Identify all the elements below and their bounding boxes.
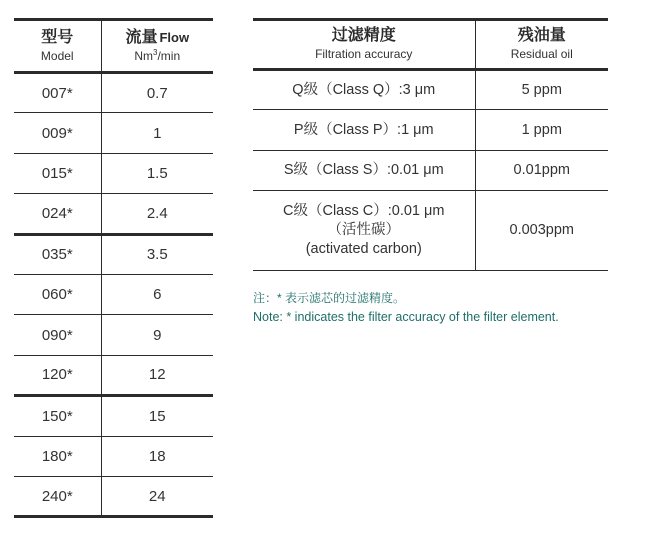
model-cell: 024* (14, 194, 101, 234)
flow-cell: 1.5 (146, 164, 168, 182)
table-row (14, 113, 213, 153)
filtration-activated-carbon-en: (activated carbon) (305, 241, 422, 258)
filtration-class-c: C级（Class C）:0.01 μm (283, 203, 445, 220)
table-row (14, 274, 213, 314)
filtration-cell: P级（Class P）:1 μm (253, 110, 475, 150)
model-table-header-row (14, 20, 213, 73)
residual-header-en: Residual oil (510, 47, 573, 61)
flow-unit-superscript: 3 (153, 47, 158, 57)
flow-column-header (101, 20, 213, 73)
flow-header-suffix: Flow (159, 29, 190, 45)
filtration-cell (253, 191, 475, 271)
table-row (14, 436, 213, 476)
residual-cell: 1 ppm (521, 121, 562, 138)
note-chinese: 注：* 表示滤芯的过滤精度。 (253, 291, 406, 305)
note-english: Note: * indicates the filter accuracy of the filter element. (253, 310, 559, 324)
table-row (14, 355, 213, 395)
residual-header-cn: 残油量 (517, 27, 566, 44)
model-cell: 060* (14, 274, 101, 314)
model-cell: 180* (14, 436, 101, 476)
model-cell: 090* (14, 315, 101, 355)
model-header-cn: 型号 (41, 28, 74, 46)
flow-header-cn: 流量 Flow (125, 28, 190, 46)
class-table-header-row (253, 20, 608, 70)
filtration-cell: Q级（Class Q）:3 μm (253, 70, 475, 110)
table-row (14, 396, 213, 436)
flow-cell: 12 (148, 366, 166, 384)
table-row (14, 234, 213, 274)
residual-cell: 5 ppm (521, 81, 562, 98)
residual-cell: 0.01ppm (513, 161, 570, 178)
model-flow-table (14, 18, 213, 518)
table-row (14, 315, 213, 355)
model-cell: 015* (14, 153, 101, 193)
table-row (253, 150, 608, 190)
residual-cell: 0.003ppm (509, 222, 574, 239)
table-row (14, 476, 213, 516)
residual-column-header (475, 20, 608, 70)
model-header-en: Model (40, 48, 74, 63)
filtration-cell: S级（Class S）:0.01 μm (253, 150, 475, 190)
flow-cell: 24 (148, 487, 166, 505)
filtration-activated-carbon-cn: （活性碳） (327, 222, 400, 239)
model-column-header (14, 20, 101, 73)
flow-cell: 3.5 (146, 246, 168, 264)
table-row (253, 70, 608, 110)
model-cell: 150* (14, 396, 101, 436)
flow-cell: 0.7 (146, 84, 168, 102)
table-row (14, 73, 213, 113)
flow-cell: 18 (148, 447, 166, 465)
model-cell: 120* (14, 355, 101, 395)
filtration-column-header (253, 20, 475, 70)
table-row (253, 110, 608, 150)
filtration-header-en: Filtration accuracy (315, 47, 413, 61)
model-cell: 035* (14, 234, 101, 274)
flow-cell: 15 (148, 407, 166, 425)
flow-cell: 2.4 (146, 204, 168, 222)
flow-cell: 1 (153, 124, 162, 142)
filtration-header-cn: 过滤精度 (331, 27, 396, 44)
flow-cell: 9 (153, 326, 162, 344)
model-cell: 009* (14, 113, 101, 153)
model-cell: 007* (14, 73, 101, 113)
flow-header-unit: Nm$^3$/min (134, 47, 181, 63)
table-row (14, 194, 213, 234)
table-row (14, 153, 213, 193)
table-row (253, 191, 608, 271)
filtration-class-table (253, 18, 608, 271)
flow-cell: 6 (153, 286, 162, 304)
model-cell: 240* (14, 476, 101, 516)
